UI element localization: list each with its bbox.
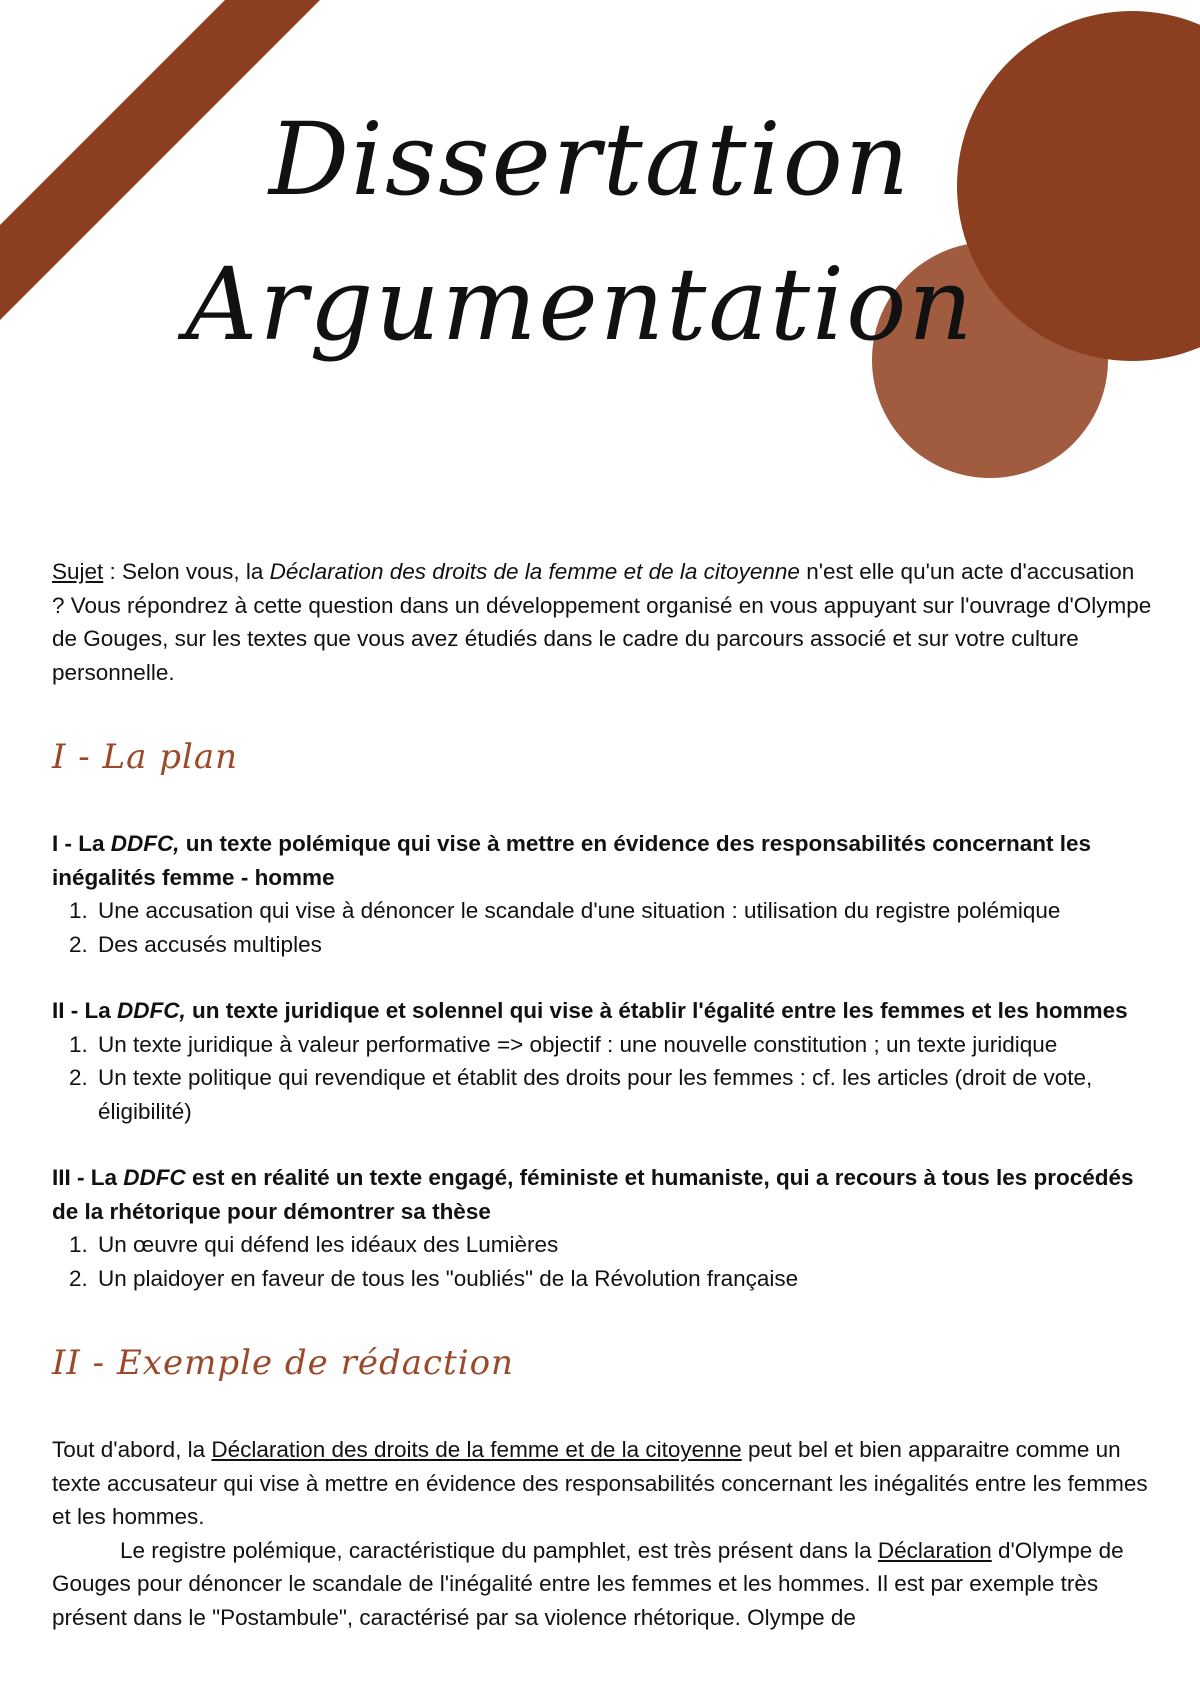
document-body xyxy=(52,555,1152,1634)
plan-ddfc: DDFC xyxy=(123,1165,186,1190)
subject-text: : Selon vous, la xyxy=(103,559,270,584)
subject-work-title: Déclaration des droits de la femme et de la citoyenne xyxy=(269,559,800,584)
plan-ddfc: DDFC, xyxy=(117,998,186,1023)
plan-heading xyxy=(52,827,1152,894)
p1-rest: peut bel et bien apparaitre comme un texte accusateur qui vise à mettre en évidence des responsabilités concernant les inégalités entre les femmes et les hommes. xyxy=(52,1437,1148,1529)
list-item: 2. Un texte politique qui revendique et établit des droits pour les femmes : cf. les articles (droit de vote, éligibilité) xyxy=(94,1061,1152,1128)
list-item: 1. Une accusation qui vise à dénoncer le scandale d'une situation : utilisation du registre polémique xyxy=(94,894,1152,928)
p1-work-title: Déclaration des droits de la femme et de la citoyenne xyxy=(211,1437,742,1462)
p1-start: Tout d'abord, la xyxy=(52,1437,212,1462)
subject-rest: n'est elle qu'un acte d'accusation ? Vous répondrez à cette question dans un développement organisé en vous appuyant sur l'ouvrage d'Olympe de Gouges, sur les textes que vous avez étudiés dans le cadre du parcours associé et sur votre culture personnelle. xyxy=(52,559,1152,685)
p2-work-title: Déclaration xyxy=(877,1537,992,1563)
title-line-2: Argumentation xyxy=(185,246,975,363)
example-paragraph-2 xyxy=(52,1534,1152,1635)
p2-rest: d'Olympe de Gouges pour dénoncer le scandale de l'inégalité entre les femmes et les hommes. Il est par exemple très présent dans le "Postambule", caractérisé par sa violence rhétorique. Olympe de xyxy=(52,1537,1124,1630)
plan-part-3 xyxy=(52,1161,1152,1295)
plan-prefix: II - La xyxy=(52,998,118,1023)
plan-heading-rest: un texte juridique et solennel qui vise à établir l'égalité entre les femmes et les hommes xyxy=(185,998,1128,1023)
plan-heading-rest: est en réalité un texte engagé, féministe et humaniste, qui a recours à tous les procédés de la rhétorique pour démontrer sa thèse xyxy=(52,1165,1134,1224)
plan-heading xyxy=(52,994,1152,1028)
plan-ddfc: DDFC, xyxy=(110,831,180,856)
list-item: 2. Des accusés multiples xyxy=(94,928,1152,962)
plan-heading-rest: un texte polémique qui vise à mettre en évidence des responsabilités concernant les inégalités femme - homme xyxy=(52,831,1092,890)
section-title-example: II - Exemple de rédaction xyxy=(52,1343,514,1383)
subject-label: Sujet xyxy=(52,559,104,584)
example-paragraph-1 xyxy=(52,1433,1152,1534)
section-title-plan: I - La plan xyxy=(52,737,238,777)
plan-prefix: I - La xyxy=(52,831,111,856)
subject-paragraph xyxy=(52,555,1152,689)
plan-list xyxy=(52,1228,1152,1295)
plan-list xyxy=(52,1028,1152,1129)
list-item: 1. Un œuvre qui défend les idéaux des Lumières xyxy=(94,1228,1152,1262)
list-item: 1. Un texte juridique à valeur performative => objectif : une nouvelle constitution ; un texte juridique xyxy=(94,1028,1152,1062)
plan-prefix: III - La xyxy=(52,1165,124,1190)
plan-list xyxy=(52,894,1152,961)
list-item: 2. Un plaidoyer en faveur de tous les "oubliés" de la Révolution française xyxy=(94,1262,1152,1296)
plan-heading xyxy=(52,1161,1152,1228)
plan-part-1 xyxy=(52,827,1152,961)
plan-part-2 xyxy=(52,994,1152,1128)
title-line-1: Dissertation xyxy=(268,101,912,218)
p2-start: Le registre polémique, caractéristique du pamphlet, est très présent dans la xyxy=(120,1537,878,1563)
